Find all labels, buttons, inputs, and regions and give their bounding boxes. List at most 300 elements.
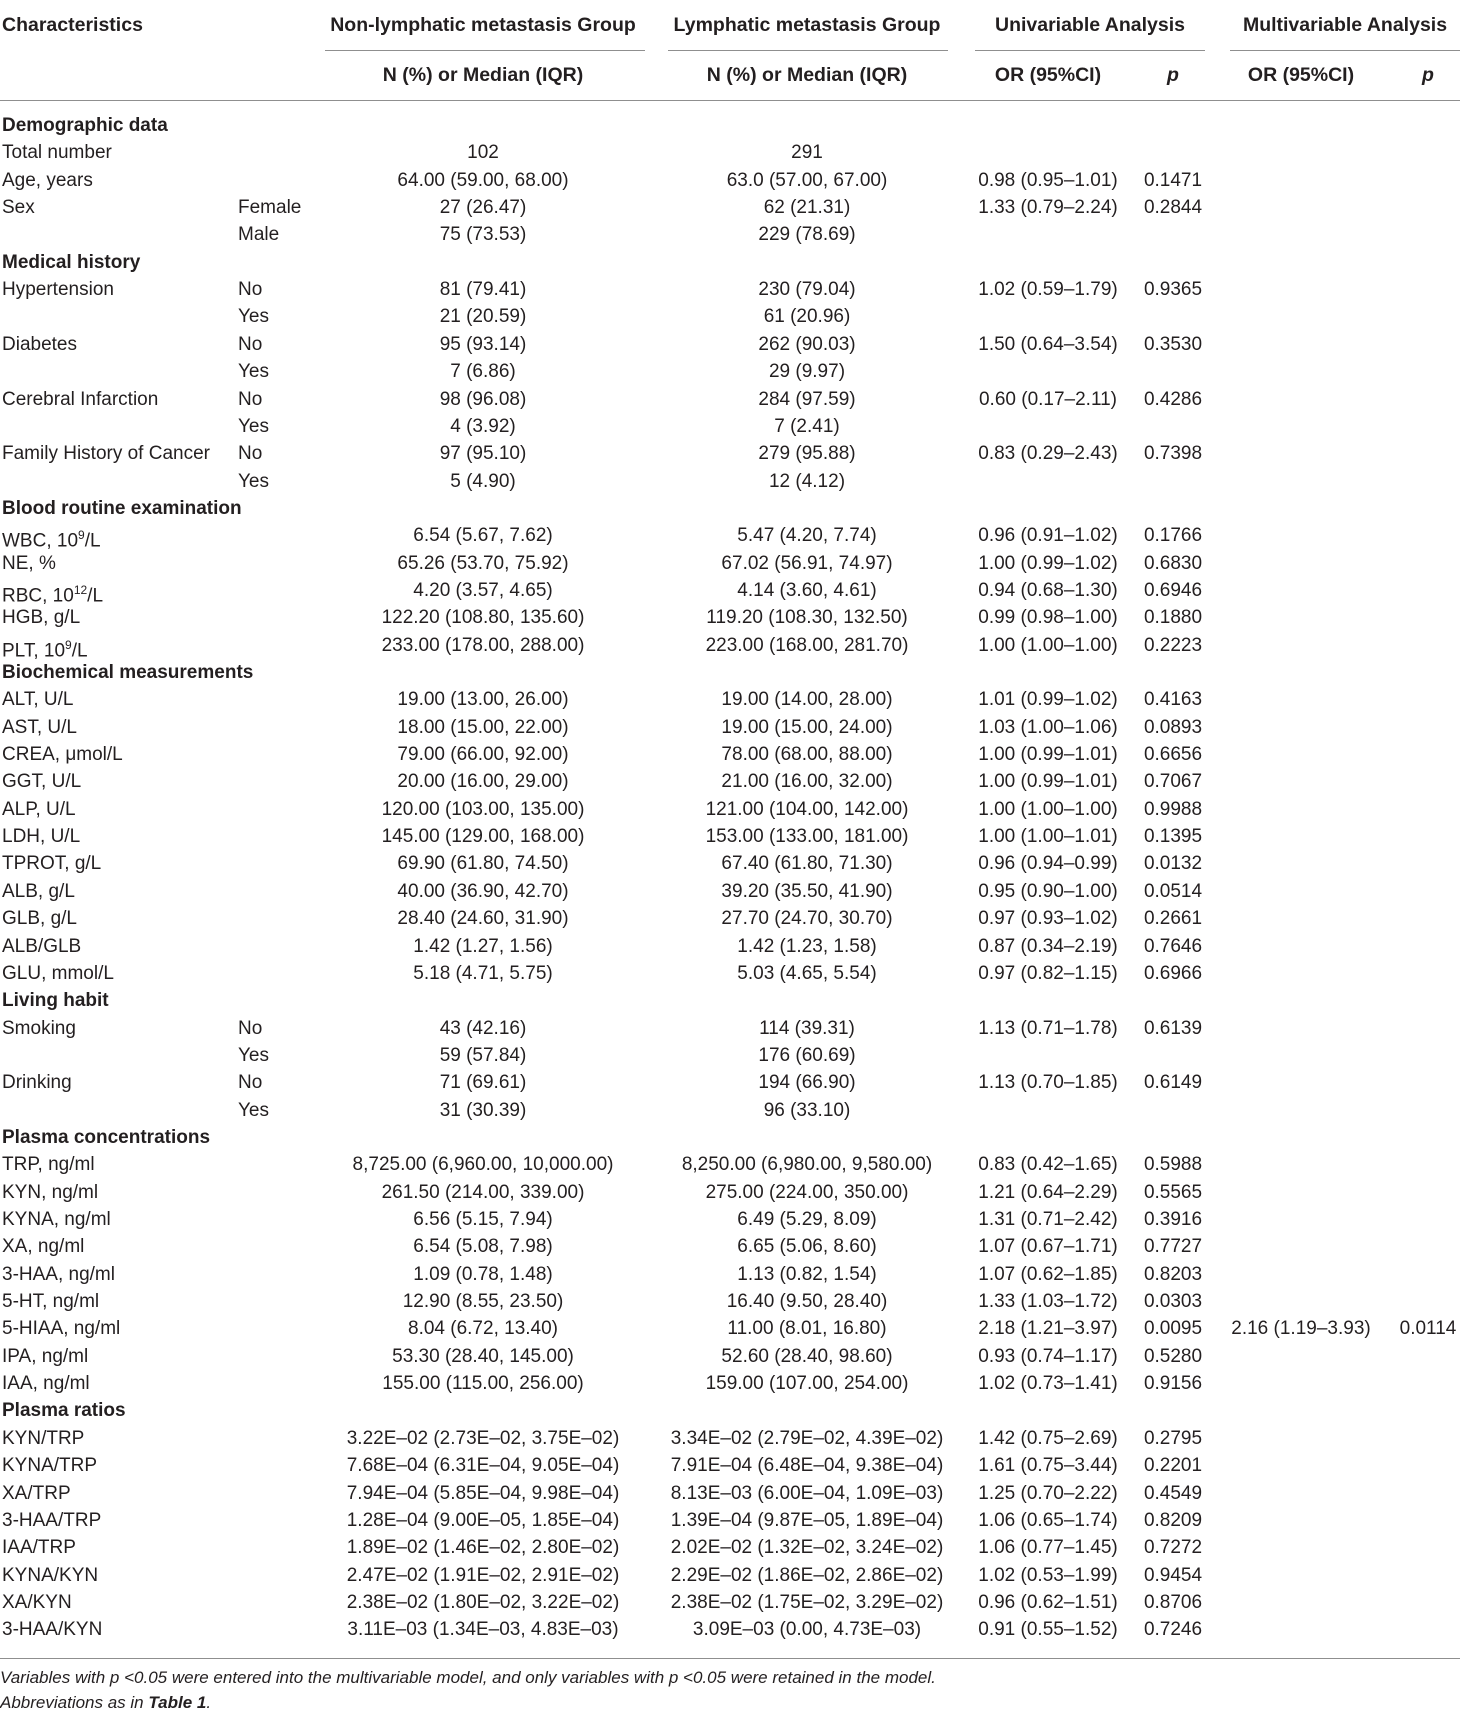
cell-non-lymphatic: 7.94E–04 (5.85E–04, 9.98E–04) — [346, 1482, 620, 1504]
table-row — [0, 1562, 1460, 1589]
cell-lymphatic: 16.40 (9.50, 28.40) — [726, 1291, 888, 1313]
cell-uni-p: 0.6946 — [1143, 579, 1203, 601]
cell-characteristic: AST, U/L — [2, 716, 77, 738]
cell-lymphatic: 1.39E–04 (9.87E–05, 1.89E–04) — [670, 1509, 944, 1531]
cell-non-lymphatic: 2.47E–02 (1.91E–02, 2.91E–02) — [346, 1564, 620, 1586]
cell-lymphatic: 61 (20.96) — [763, 306, 851, 328]
table-row — [0, 413, 1460, 440]
cell-uni-p: 0.9156 — [1143, 1373, 1203, 1395]
cell-uni-p: 0.7246 — [1143, 1619, 1203, 1641]
cell-uni-or: 1.02 (0.73–1.41) — [978, 1373, 1118, 1395]
cell-characteristic: IAA, ng/ml — [2, 1373, 90, 1395]
cell-characteristic: KYN, ng/ml — [2, 1181, 99, 1203]
cell-uni-or: 1.31 (0.71–2.42) — [978, 1209, 1118, 1230]
table-row — [0, 1151, 1460, 1178]
cell-non-lymphatic: 40.00 (36.90, 42.70) — [397, 880, 569, 902]
table-row — [0, 850, 1460, 877]
cell-uni-or: 0.96 (0.62–1.51) — [978, 1591, 1118, 1613]
cell-lymphatic: 7 (2.41) — [774, 415, 840, 437]
header-rule-non — [325, 50, 645, 51]
cell-uni-p: 0.7398 — [1143, 443, 1203, 465]
cell-non-lymphatic: 98 (96.08) — [439, 388, 527, 410]
cell-uni-p: 0.8209 — [1143, 1509, 1203, 1531]
cell-characteristic: Diabetes — [2, 333, 77, 355]
cell-uni-p: 0.9365 — [1143, 279, 1203, 301]
table-row — [0, 1480, 1460, 1507]
table-row — [0, 1179, 1460, 1206]
cell-lymphatic: 2.29E–02 (1.86E–02, 2.86E–02) — [670, 1564, 944, 1586]
cell-lymphatic: 1.42 (1.23, 1.58) — [737, 935, 877, 957]
cell-lymphatic: 114 (39.31) — [759, 1017, 855, 1039]
table-row — [0, 1507, 1460, 1534]
cell-lymphatic: 176 (60.69) — [758, 1044, 856, 1066]
section-title: Biochemical measurements — [2, 662, 254, 683]
cell-characteristic: XA, ng/ml — [2, 1236, 85, 1258]
cell-characteristic: Smoking — [2, 1017, 76, 1039]
table-row — [0, 440, 1460, 467]
cell-lymphatic: 67.02 (56.91, 74.97) — [721, 552, 893, 574]
cell-uni-or: 1.00 (1.00–1.00) — [978, 798, 1118, 820]
section-title: Blood routine examination — [2, 497, 242, 519]
cell-subgroup: Yes — [238, 470, 269, 492]
cell-non-lymphatic: 79.00 (66.00, 92.00) — [397, 744, 569, 766]
label-superscript: 9 — [65, 637, 72, 652]
cell-subgroup: No — [238, 333, 263, 355]
cell-lymphatic: 275.00 (224.00, 350.00) — [705, 1181, 909, 1203]
header-group-lym: Lymphatic metastasis Group — [673, 14, 941, 36]
cell-characteristic: GLB, g/L — [2, 908, 77, 930]
cell-non-lymphatic: 19.00 (13.00, 26.00) — [397, 689, 569, 711]
cell-lymphatic: 159.00 (107.00, 254.00) — [705, 1373, 909, 1395]
cell-lymphatic: 2.38E–02 (1.75E–02, 3.29E–02) — [670, 1591, 944, 1613]
cell-lymphatic: 63.0 (57.00, 67.00) — [726, 169, 888, 191]
cell-subgroup: Yes — [238, 306, 269, 328]
label-superscript: 9 — [78, 528, 85, 543]
cell-subgroup: No — [238, 443, 263, 465]
cell-uni-p: 0.4549 — [1143, 1482, 1203, 1504]
table-row — [0, 1097, 1460, 1124]
cell-uni-p: 0.1766 — [1143, 525, 1203, 547]
label-base: RBC, 10 — [2, 585, 74, 607]
cell-uni-p: 0.1471 — [1143, 169, 1203, 191]
cell-non-lymphatic: 43 (42.16) — [439, 1017, 527, 1039]
cell-characteristic: Cerebral Infarction — [2, 388, 159, 410]
cell-characteristic: Sex — [2, 197, 35, 219]
cell-non-lymphatic: 81 (79.41) — [439, 279, 527, 301]
cell-uni-p: 0.2795 — [1143, 1427, 1203, 1449]
section-row — [0, 1124, 1460, 1151]
cell-uni-p: 0.7646 — [1143, 935, 1203, 957]
cell-characteristic — [2, 522, 101, 552]
cell-characteristic: Drinking — [2, 1072, 72, 1094]
cell-subgroup: No — [238, 1017, 263, 1039]
cell-lymphatic: 39.20 (35.50, 41.90) — [721, 880, 893, 902]
cell-characteristic: ALB/GLB — [2, 935, 82, 957]
cell-characteristic: XA/KYN — [2, 1591, 72, 1613]
cell-non-lymphatic: 122.20 (108.80, 135.60) — [381, 607, 585, 629]
table-row — [0, 1343, 1460, 1370]
cell-characteristic: ALB, g/L — [2, 880, 75, 902]
cell-uni-or: 1.61 (0.75–3.44) — [978, 1455, 1118, 1477]
cell-lymphatic: 5.47 (4.20, 7.74) — [737, 525, 877, 547]
header-or-multi: OR (95%CI) — [1247, 64, 1355, 86]
cell-lymphatic: 1.13 (0.82, 1.54) — [737, 1263, 877, 1285]
cell-non-lymphatic: 155.00 (115.00, 256.00) — [382, 1373, 584, 1395]
cell-non-lymphatic: 20.00 (16.00, 29.00) — [397, 771, 569, 793]
header-bottom-rule — [0, 100, 1460, 101]
cell-lymphatic: 19.00 (15.00, 24.00) — [721, 716, 893, 738]
cell-lymphatic: 2.02E–02 (1.32E–02, 3.24E–02) — [670, 1537, 944, 1559]
table-row — [0, 933, 1460, 960]
header-or-uni: OR (95%CI) — [994, 64, 1102, 86]
cell-uni-p: 0.9988 — [1143, 798, 1203, 820]
cell-uni-p: 0.6830 — [1143, 552, 1203, 574]
cell-lymphatic: 11.00 (8.01, 16.80) — [727, 1318, 887, 1340]
cell-non-lymphatic: 4 (3.92) — [450, 415, 516, 437]
table-row — [0, 1315, 1460, 1342]
table-row — [0, 686, 1460, 713]
cell-uni-or: 0.94 (0.68–1.30) — [978, 579, 1118, 601]
table-row — [0, 1261, 1460, 1288]
cell-uni-p: 0.3530 — [1143, 333, 1203, 355]
cell-non-lymphatic: 5.18 (4.71, 5.75) — [413, 962, 553, 984]
cell-uni-p: 0.1395 — [1143, 826, 1203, 848]
header-n-lym: N (%) or Median (IQR) — [706, 64, 908, 86]
table-row — [0, 796, 1460, 823]
cell-uni-p: 0.2844 — [1143, 197, 1203, 219]
cell-uni-p: 0.0095 — [1143, 1318, 1203, 1340]
cell-lymphatic: 230 (79.04) — [758, 279, 856, 301]
cell-uni-p: 0.5565 — [1143, 1181, 1203, 1203]
cell-multi-p: 0.0114 — [1399, 1318, 1457, 1340]
table-row — [0, 1206, 1460, 1233]
cell-characteristic — [2, 632, 88, 659]
cell-lymphatic: 6.49 (5.29, 8.09) — [737, 1209, 877, 1230]
cell-subgroup: No — [238, 279, 263, 301]
cell-uni-p: 0.6656 — [1143, 744, 1203, 766]
cell-lymphatic: 96 (33.10) — [763, 1099, 851, 1121]
header-rule-lym — [668, 50, 948, 51]
cell-uni-p: 0.8706 — [1143, 1591, 1203, 1613]
cell-non-lymphatic: 1.89E–02 (1.46E–02, 2.80E–02) — [346, 1537, 620, 1559]
cell-characteristic: IAA/TRP — [2, 1537, 76, 1559]
cell-lymphatic: 27.70 (24.70, 30.70) — [721, 908, 893, 930]
header-multivariable: Multivariable Analysis — [1242, 14, 1448, 36]
cell-lymphatic: 8.13E–03 (6.00E–04, 1.09E–03) — [670, 1482, 944, 1504]
cell-uni-p: 0.2223 — [1143, 634, 1203, 656]
cell-uni-or: 1.25 (0.70–2.22) — [978, 1482, 1118, 1504]
table-row — [0, 1042, 1460, 1069]
cell-characteristic: 3-HAA, ng/ml — [2, 1263, 115, 1285]
header-p-uni: p — [1167, 64, 1179, 86]
cell-uni-or: 1.21 (0.64–2.29) — [978, 1181, 1118, 1203]
table-row — [0, 1370, 1460, 1397]
cell-uni-p: 0.6966 — [1143, 962, 1203, 984]
cell-uni-or: 1.42 (0.75–2.69) — [978, 1427, 1118, 1449]
footnote-prefix: Abbreviations as in — [0, 1693, 149, 1712]
cell-uni-or: 0.87 (0.34–2.19) — [978, 935, 1118, 957]
cell-non-lymphatic: 6.54 (5.08, 7.98) — [413, 1236, 553, 1258]
cell-uni-or: 1.02 (0.53–1.99) — [978, 1564, 1118, 1586]
cell-characteristic: CREA, μmol/L — [2, 744, 123, 766]
cell-uni-p: 0.4286 — [1143, 388, 1203, 410]
table-row — [0, 221, 1460, 248]
section-title: Plasma ratios — [2, 1400, 126, 1422]
cell-uni-p: 0.8203 — [1143, 1263, 1203, 1285]
cell-uni-p: 0.3916 — [1143, 1209, 1203, 1230]
table-row — [0, 1015, 1460, 1042]
cell-uni-p: 0.0893 — [1143, 716, 1203, 738]
cell-uni-or: 1.00 (0.99–1.01) — [978, 744, 1118, 766]
cell-lymphatic: 229 (78.69) — [758, 224, 856, 246]
cell-multi-or: 2.16 (1.19–3.93) — [1231, 1318, 1371, 1340]
header-characteristics: Characteristics — [2, 14, 143, 36]
cell-uni-or: 0.83 (0.29–2.43) — [978, 443, 1118, 465]
table-row — [0, 331, 1460, 358]
cell-non-lymphatic: 31 (30.39) — [439, 1099, 527, 1121]
cell-characteristic: IPA, ng/ml — [2, 1345, 89, 1367]
cell-characteristic: KYN/TRP — [2, 1427, 85, 1449]
cell-non-lymphatic: 7 (6.86) — [450, 361, 516, 383]
cell-non-lymphatic: 71 (69.61) — [439, 1072, 527, 1094]
cell-lymphatic: 19.00 (14.00, 28.00) — [721, 689, 893, 711]
cell-characteristic: 5-HT, ng/ml — [2, 1291, 100, 1313]
cell-lymphatic: 194 (66.90) — [758, 1072, 856, 1094]
cell-uni-p: 0.6139 — [1143, 1017, 1203, 1039]
header-rule-uni — [975, 50, 1205, 51]
cell-characteristic: Age, years — [2, 169, 93, 191]
label-base: WBC, 10 — [2, 530, 79, 552]
cell-lymphatic: 262 (90.03) — [758, 333, 856, 355]
cell-characteristic: TRP, ng/ml — [2, 1154, 95, 1176]
cell-characteristic: GGT, U/L — [2, 771, 82, 793]
section-row — [0, 1397, 1460, 1424]
cell-uni-or: 1.00 (1.00–1.00) — [978, 634, 1118, 656]
cell-uni-or: 1.50 (0.64–3.54) — [978, 333, 1118, 355]
cell-lymphatic: 153.00 (133.00, 181.00) — [705, 826, 909, 848]
table-row — [0, 714, 1460, 741]
cell-uni-p: 0.7727 — [1143, 1236, 1203, 1258]
cell-subgroup: Yes — [238, 361, 269, 383]
cell-lymphatic: 29 (9.97) — [768, 361, 846, 383]
cell-lymphatic: 8,250.00 (6,980.00, 9,580.00) — [681, 1154, 933, 1176]
cell-non-lymphatic: 102 — [467, 142, 499, 164]
section-row — [0, 495, 1460, 522]
cell-uni-or: 0.99 (0.98–1.00) — [978, 607, 1118, 629]
cell-non-lymphatic: 69.90 (61.80, 74.50) — [397, 853, 569, 875]
cell-uni-or: 1.13 (0.70–1.85) — [978, 1072, 1118, 1094]
cell-non-lymphatic: 120.00 (103.00, 135.00) — [381, 798, 585, 820]
cell-non-lymphatic: 2.38E–02 (1.80E–02, 3.22E–02) — [346, 1591, 620, 1613]
table-row — [0, 194, 1460, 221]
section-row — [0, 249, 1460, 276]
cell-lymphatic: 78.00 (68.00, 88.00) — [721, 744, 893, 766]
table-row — [0, 1616, 1460, 1643]
cell-characteristic: 3-HAA/TRP — [2, 1509, 102, 1531]
table-row — [0, 768, 1460, 795]
footnote-line-1: Variables with p <0.05 were entered into the multivariable model, and only variables with p <0.05 were retained in the model. — [0, 1668, 936, 1687]
cell-uni-or: 1.13 (0.71–1.78) — [978, 1017, 1118, 1039]
cell-non-lymphatic: 5 (4.90) — [450, 470, 516, 492]
section-title: Plasma concentrations — [2, 1126, 211, 1148]
cell-uni-p: 0.7272 — [1143, 1537, 1203, 1559]
cell-uni-or: 0.60 (0.17–2.11) — [978, 388, 1118, 410]
cell-characteristic: Total number — [2, 142, 112, 164]
cell-uni-p: 0.0303 — [1143, 1291, 1203, 1313]
cell-lymphatic: 6.65 (5.06, 8.60) — [737, 1236, 877, 1258]
section-title: Medical history — [2, 251, 141, 273]
table-row — [0, 632, 1460, 659]
section-row — [0, 659, 1460, 686]
cell-subgroup: Male — [238, 224, 280, 246]
cell-characteristic: XA/TRP — [2, 1482, 71, 1504]
cell-lymphatic: 223.00 (168.00, 281.70) — [705, 634, 909, 656]
cell-uni-or: 1.00 (0.99–1.01) — [978, 771, 1118, 793]
cell-uni-p: 0.4163 — [1143, 689, 1203, 711]
header-group-non: Non-lymphatic metastasis Group — [330, 14, 636, 36]
section-title: Demographic data — [2, 115, 168, 136]
cell-uni-or: 0.91 (0.55–1.52) — [978, 1619, 1118, 1641]
cell-lymphatic: 279 (95.88) — [758, 443, 856, 465]
cell-uni-or: 2.18 (1.21–3.97) — [978, 1318, 1118, 1340]
cell-non-lymphatic: 3.22E–02 (2.73E–02, 3.75E–02) — [346, 1427, 620, 1449]
cell-subgroup: No — [238, 1072, 263, 1094]
cell-non-lymphatic: 27 (26.47) — [439, 197, 527, 219]
cell-uni-or: 1.03 (1.00–1.06) — [978, 716, 1118, 738]
footnote-suffix: . — [206, 1693, 212, 1712]
table-row — [0, 468, 1460, 495]
cell-lymphatic: 3.09E–03 (0.00, 4.73E–03) — [692, 1619, 922, 1641]
cell-subgroup: Yes — [238, 1099, 269, 1121]
cell-uni-or: 1.02 (0.59–1.79) — [978, 279, 1118, 301]
cell-characteristic: HGB, g/L — [2, 607, 81, 629]
cell-non-lymphatic: 145.00 (129.00, 168.00) — [381, 826, 585, 848]
cell-non-lymphatic: 64.00 (59.00, 68.00) — [397, 169, 569, 191]
cell-uni-or: 1.07 (0.62–1.85) — [978, 1263, 1118, 1285]
cell-non-lymphatic: 28.40 (24.60, 31.90) — [397, 908, 569, 930]
section-row — [0, 987, 1460, 1014]
cell-lymphatic: 21.00 (16.00, 32.00) — [721, 771, 893, 793]
cell-uni-or: 0.97 (0.93–1.02) — [978, 908, 1118, 930]
table-row — [0, 905, 1460, 932]
cell-uni-or: 0.83 (0.42–1.65) — [978, 1154, 1118, 1176]
cell-uni-or: 0.98 (0.95–1.01) — [978, 169, 1118, 191]
header-n-non: N (%) or Median (IQR) — [382, 64, 584, 86]
section-row — [0, 112, 1460, 139]
table-row — [0, 276, 1460, 303]
cell-characteristic: 5-HIAA, ng/ml — [2, 1318, 121, 1340]
table-row — [0, 1589, 1460, 1616]
cell-characteristic: NE, % — [2, 552, 56, 574]
header-rule-multi — [1230, 50, 1460, 51]
table-row — [0, 823, 1460, 850]
table-row — [0, 1233, 1460, 1260]
table-row — [0, 358, 1460, 385]
cell-uni-or: 0.95 (0.90–1.00) — [978, 880, 1118, 902]
cell-subgroup: Yes — [238, 1044, 269, 1066]
cell-non-lymphatic: 6.54 (5.67, 7.62) — [413, 525, 553, 547]
cell-uni-or: 1.33 (0.79–2.24) — [978, 197, 1118, 219]
cell-uni-or: 1.00 (1.00–1.01) — [978, 826, 1118, 848]
table-row — [0, 139, 1460, 166]
cell-uni-or: 1.00 (0.99–1.02) — [978, 552, 1118, 574]
cell-lymphatic: 284 (97.59) — [758, 388, 856, 410]
footnote-line-2 — [0, 1693, 211, 1713]
footnote-table-ref: Table 1 — [148, 1693, 207, 1712]
cell-non-lymphatic: 59 (57.84) — [439, 1044, 527, 1066]
cell-lymphatic: 4.14 (3.60, 4.61) — [737, 579, 877, 601]
cell-non-lymphatic: 6.56 (5.15, 7.94) — [413, 1209, 553, 1230]
cell-uni-p: 0.0132 — [1143, 853, 1203, 875]
cell-subgroup: No — [238, 388, 263, 410]
cell-characteristic: LDH, U/L — [2, 826, 81, 848]
cell-lymphatic: 62 (21.31) — [763, 197, 851, 219]
cell-non-lymphatic: 12.90 (8.55, 23.50) — [402, 1291, 564, 1313]
cell-uni-p: 0.7067 — [1143, 771, 1203, 793]
label-base: PLT, 10 — [2, 639, 66, 661]
cell-uni-or: 0.93 (0.74–1.17) — [978, 1345, 1118, 1367]
cell-lymphatic: 121.00 (104.00, 142.00) — [705, 798, 909, 820]
cell-non-lymphatic: 75 (73.53) — [439, 224, 527, 246]
table-bottom-rule — [0, 1658, 1460, 1659]
label-superscript: 12 — [73, 582, 88, 597]
cell-uni-p: 0.1880 — [1143, 607, 1203, 629]
cell-characteristic: 3-HAA/KYN — [2, 1619, 103, 1641]
cell-characteristic: ALT, U/L — [2, 689, 74, 711]
cell-lymphatic: 3.34E–02 (2.79E–02, 4.39E–02) — [670, 1427, 944, 1449]
table-row — [0, 522, 1460, 552]
cell-characteristic — [2, 577, 104, 607]
cell-uni-p: 0.9454 — [1143, 1564, 1203, 1586]
table-row — [0, 1288, 1460, 1315]
cell-uni-p: 0.0514 — [1143, 880, 1203, 902]
table-row — [0, 577, 1460, 607]
table-row — [0, 960, 1460, 987]
header-p-multi: p — [1422, 64, 1434, 86]
cell-non-lymphatic: 95 (93.14) — [439, 333, 527, 355]
cell-non-lymphatic: 65.26 (53.70, 75.92) — [397, 552, 569, 574]
table-row — [0, 1452, 1460, 1479]
cell-non-lymphatic: 233.00 (178.00, 288.00) — [381, 634, 585, 656]
cell-uni-or: 1.01 (0.99–1.02) — [978, 689, 1118, 711]
label-suffix: /L — [87, 585, 104, 607]
header-univariable: Univariable Analysis — [994, 14, 1186, 36]
cell-characteristic: ALP, U/L — [2, 798, 76, 820]
cell-lymphatic: 12 (4.12) — [768, 470, 846, 492]
table-row — [0, 167, 1460, 194]
cell-non-lymphatic: 1.28E–04 (9.00E–05, 1.85E–04) — [346, 1509, 620, 1531]
cell-characteristic: KYNA/KYN — [2, 1564, 99, 1586]
cell-uni-p: 0.5280 — [1143, 1345, 1203, 1367]
table-row — [0, 604, 1460, 631]
cell-uni-or: 1.07 (0.67–1.71) — [978, 1236, 1118, 1258]
cell-non-lymphatic: 4.20 (3.57, 4.65) — [413, 579, 553, 601]
cell-subgroup: Yes — [238, 415, 269, 437]
cell-characteristic: Hypertension — [2, 279, 114, 301]
cell-characteristic: GLU, mmol/L — [2, 962, 114, 984]
cell-uni-p: 0.2661 — [1143, 908, 1203, 930]
cell-characteristic: KYNA, ng/ml — [2, 1209, 111, 1230]
cell-uni-or: 1.06 (0.65–1.74) — [978, 1509, 1118, 1531]
cell-non-lymphatic: 7.68E–04 (6.31E–04, 9.05E–04) — [346, 1455, 620, 1477]
cell-lymphatic: 291 — [791, 142, 823, 164]
cell-uni-p: 0.2201 — [1143, 1455, 1203, 1477]
cell-characteristic: TPROT, g/L — [2, 853, 102, 875]
cell-non-lymphatic: 97 (95.10) — [439, 443, 527, 465]
cell-lymphatic: 67.40 (61.80, 71.30) — [721, 853, 893, 875]
cell-uni-or: 0.96 (0.91–1.02) — [978, 525, 1118, 547]
cell-non-lymphatic: 8.04 (6.72, 13.40) — [408, 1318, 558, 1340]
